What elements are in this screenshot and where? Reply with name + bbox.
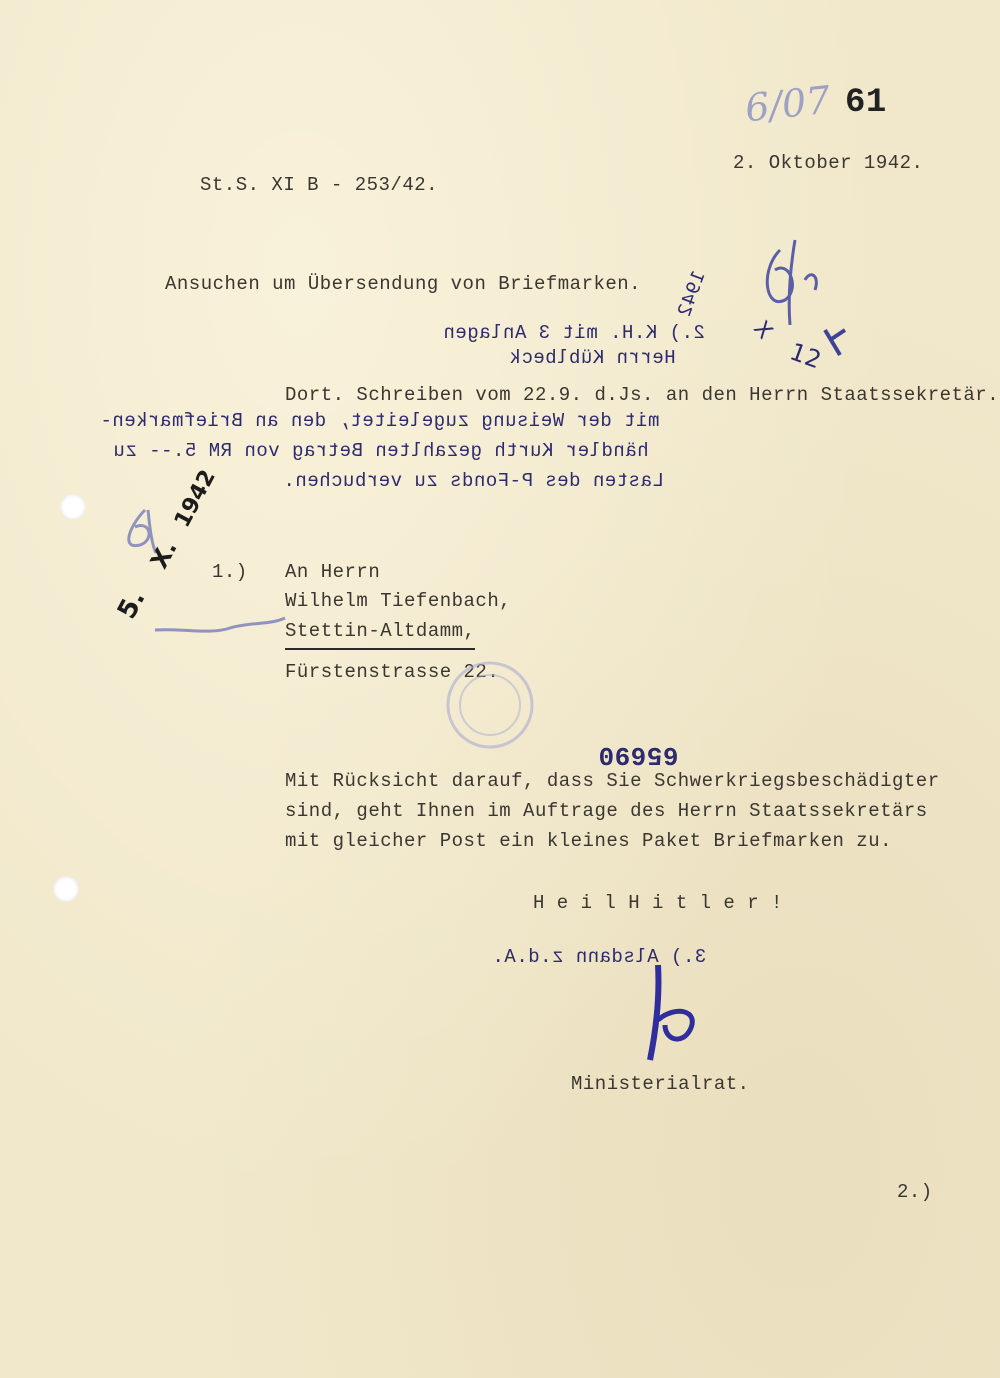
point-one-label: 1.) bbox=[212, 561, 248, 583]
offset-instruction-line-1: mit der Weisung zugeleitet, den an Briefmarken- bbox=[100, 410, 660, 432]
body-line-2: sind, geht Ihnen im Auftrage des Herrn Staatssekretärs bbox=[285, 800, 928, 822]
offset-instruction-line-3: Lasten des P-Fonds zu verbuchen. bbox=[283, 470, 664, 492]
pencil-twelve-mark: 12 bbox=[786, 337, 826, 375]
stamp-day: 5. bbox=[112, 585, 152, 625]
pencil-folio-number: 6/07 bbox=[742, 77, 833, 131]
letter-date: 2. Oktober 1942. bbox=[733, 152, 924, 174]
recipient-street: Fürstenstrasse 22. bbox=[285, 661, 500, 683]
folio-number: 61 bbox=[845, 84, 887, 122]
stamp-month: X. bbox=[145, 535, 183, 574]
closing-greeting: H e i l H i t l e r ! bbox=[533, 892, 783, 914]
offset-recipient: Herrn Küblbeck bbox=[509, 347, 676, 369]
punch-hole-upper bbox=[60, 494, 86, 520]
faint-round-seal bbox=[440, 658, 540, 753]
recipient-city-underline bbox=[285, 648, 475, 650]
inverted-stamp-number: 65690 bbox=[598, 740, 679, 770]
reference-line: Dort. Schreiben vom 22.9. d.Js. an den Herrn Staatssekretär. bbox=[285, 384, 1000, 406]
pencil-strike-mark bbox=[150, 610, 290, 640]
blue-signature bbox=[630, 960, 720, 1070]
blue-pencil-initials bbox=[690, 230, 860, 370]
subject-line: Ansuchen um Übersendung von Briefmarken. bbox=[165, 273, 642, 295]
offset-instruction-line-2: händler Kurth gezahlten Betrag von RM 5.-- zu bbox=[113, 440, 649, 462]
stamp-year: 1942 bbox=[170, 465, 221, 532]
recipient-city: Stettin-Altdamm, bbox=[285, 620, 476, 642]
signature-title: Ministerialrat. bbox=[571, 1073, 750, 1095]
punch-hole-lower bbox=[53, 876, 79, 902]
recipient-salutation: An Herrn bbox=[285, 561, 381, 583]
pencil-x-mark: X bbox=[748, 316, 778, 345]
body-line-1: Mit Rücksicht darauf, dass Sie Schwerkriegsbeschädigter bbox=[285, 770, 940, 792]
footer-point-two: 2.) bbox=[897, 1181, 933, 1203]
offset-point-three: 3.) Alsdann z.d.A. bbox=[492, 946, 707, 968]
recipient-name: Wilhelm Tiefenbach, bbox=[285, 590, 512, 612]
offset-point-two: 2.) K.H. mit 3 Anlagen bbox=[443, 322, 705, 344]
reference-number: St.S. XI B - 253/42. bbox=[200, 174, 439, 196]
body-line-3: mit gleicher Post ein kleines Paket Briefmarken zu. bbox=[285, 830, 892, 852]
mirrored-pencil-date: 1942 bbox=[673, 268, 710, 321]
